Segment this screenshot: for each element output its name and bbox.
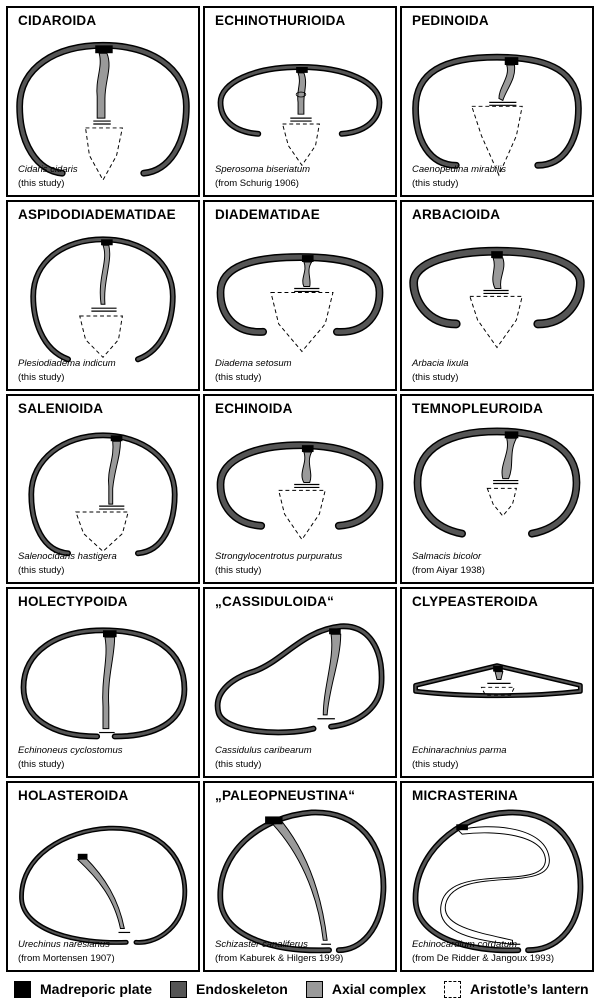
species-name: Caenopedina mirabilis (412, 163, 506, 175)
source-citation: (from Aiyar 1938) (412, 565, 485, 577)
axial-complex (78, 858, 125, 929)
axial-complex (499, 65, 515, 100)
panel-salenioid (6, 394, 200, 585)
endoskeleton-outline (416, 57, 579, 165)
aristotles-lantern (279, 490, 326, 539)
source-citation: (this study) (215, 759, 262, 771)
endoskeleton-fill (31, 435, 174, 553)
madreporic-plate (296, 67, 308, 73)
panel-title: MICRASTERINA (412, 788, 518, 804)
aristotles-lantern (86, 128, 123, 180)
lantern-swatch-icon (444, 981, 461, 998)
panel-echinothurioid (203, 6, 397, 197)
legend-item-lantern (444, 981, 589, 998)
madreporic-plate (95, 45, 112, 53)
species-name: Arbacia lixula (412, 357, 469, 369)
source-citation: (from Mortensen 1907) (18, 953, 115, 964)
legend-item-endoskeleton (170, 981, 288, 998)
species-name: Strongylocentrotus purpuratus (215, 551, 343, 563)
endoskeleton-fill (416, 57, 579, 165)
axial-complex (323, 635, 340, 716)
legend-item-axial (306, 981, 426, 998)
endoskeleton-fill (220, 813, 383, 951)
panel-holectypoid (6, 587, 200, 778)
endoskeleton-outline (221, 257, 380, 332)
panel-paleopneustine (203, 781, 397, 972)
panel-echinoid (203, 394, 397, 585)
endoskeleton-fill (221, 445, 380, 526)
axial-complex (495, 672, 503, 680)
species-name: Urechinus naresianus (18, 939, 110, 950)
source-citation: (this study) (18, 565, 65, 577)
legend-item-madreporic (14, 981, 152, 998)
panel-title: CIDAROIDA (18, 13, 97, 28)
madreporic-plate (302, 255, 314, 262)
madreporic-plate (78, 854, 88, 860)
panel-diadematid (203, 200, 397, 391)
source-citation: (this study) (412, 177, 459, 189)
panel-title: ECHINOIDA (215, 400, 293, 416)
source-citation: (this study) (412, 759, 459, 771)
source-citation: (this study) (215, 565, 262, 577)
madreporic-plate (456, 824, 468, 830)
axial-swatch-icon (306, 981, 323, 998)
panel-title: PEDINOIDA (412, 13, 489, 28)
axial-complex (302, 452, 312, 482)
madreporic-plate (491, 251, 503, 258)
madreporic-plate (103, 631, 117, 638)
species-name: Salmacis bicolor (412, 551, 482, 563)
axial-complex (100, 245, 109, 304)
aristotles-lantern (283, 124, 320, 165)
madreporic-plate (111, 435, 123, 441)
madreporic-plate (505, 431, 519, 438)
panel-title: TEMNOPLEUROIDA (412, 400, 544, 416)
species-name: Salenocidaris hastigera (18, 551, 117, 563)
species-name: Echinocardium cordatum (412, 939, 518, 950)
species-name: Schizaster canaliferus (215, 939, 308, 950)
panel-aspidodiadematid (6, 200, 200, 391)
madreporic-plate (505, 57, 519, 65)
madreporic-plate (493, 666, 503, 672)
panel-title: HOLECTYPOIDA (18, 594, 128, 610)
axial-complex (303, 262, 312, 287)
endoskeleton-outline (418, 431, 577, 533)
panel-title: „CASSIDULOIDA“ (215, 594, 335, 610)
panel-cidaroid (6, 6, 200, 197)
madreporic-swatch-icon (14, 981, 31, 998)
species-name: Diadema setosum (215, 357, 292, 369)
aristotles-lantern (470, 296, 522, 347)
legend (14, 978, 594, 1000)
legend-label-axial: Axial complex (331, 981, 426, 997)
source-citation: (from Schurig 1906) (215, 177, 299, 189)
panel-cassiduloid (203, 587, 397, 778)
species-name: Sperosoma biseriatum (215, 163, 311, 175)
panel-title: HOLASTEROIDA (18, 788, 129, 804)
axial-complex (298, 73, 306, 114)
panel-title: „PALEOPNEUSTINA“ (215, 788, 356, 804)
aristotles-lantern (487, 488, 516, 516)
aristotles-lantern (80, 316, 123, 357)
panel-title: SALENIOIDA (18, 400, 104, 416)
axial-complex (441, 827, 550, 944)
legend-label-madreporic: Madreporic plate (40, 981, 153, 997)
panel-arbacioid (400, 200, 594, 391)
panel-micrasterine (400, 781, 594, 972)
source-citation: (from De Ridder & Jangoux 1993) (412, 953, 555, 964)
source-citation: (this study) (215, 371, 262, 383)
madreporic-plate (302, 445, 314, 452)
species-name: Cidaris cidaris (18, 163, 78, 175)
panel-title: DIADEMATIDAE (215, 206, 320, 222)
source-citation: (this study) (18, 371, 65, 383)
panel-title: ECHINOTHURIOIDA (215, 13, 346, 28)
panel-pedinoid (400, 6, 594, 197)
species-name: Cassidulus caribearum (215, 745, 312, 757)
species-name: Echinarachnius parma (412, 745, 507, 757)
legend-label-endoskeleton: Endoskeleton (196, 981, 288, 997)
panel-title: CLYPEASTEROIDA (412, 594, 539, 610)
species-name: Plesiodiadema indicum (18, 357, 116, 369)
madreporic-plate (265, 817, 282, 825)
axial-complex (97, 53, 109, 118)
panel-title: ASPIDODIADEMATIDAE (18, 206, 176, 222)
endoskeleton-outline (220, 813, 383, 951)
madreporic-plate (101, 239, 113, 245)
source-citation: (from Kaburek & Hilgers 1999) (215, 953, 344, 964)
panel-clypeasteroid (400, 587, 594, 778)
axial-complex (109, 441, 121, 504)
source-citation: (this study) (18, 177, 65, 189)
axial-complex (502, 438, 516, 478)
source-citation: (this study) (412, 371, 459, 383)
legend-label-lantern: Aristotle’s lantern (469, 981, 589, 997)
diagram-grid (6, 6, 594, 972)
panel-temnopleuroid (400, 394, 594, 585)
axial-complex (103, 638, 115, 729)
species-name: Echinoneus cyclostomus (18, 745, 123, 757)
axial-complex (493, 258, 504, 288)
madreporic-plate (329, 629, 341, 635)
axial-complex (273, 823, 327, 941)
endoskeleton-swatch-icon (170, 981, 187, 998)
aristotles-lantern (76, 512, 128, 551)
panel-title: ARBACIOIDA (412, 206, 501, 222)
aristotles-lantern (271, 292, 333, 351)
source-citation: (this study) (18, 759, 65, 771)
panel-holasteroid (6, 781, 200, 972)
